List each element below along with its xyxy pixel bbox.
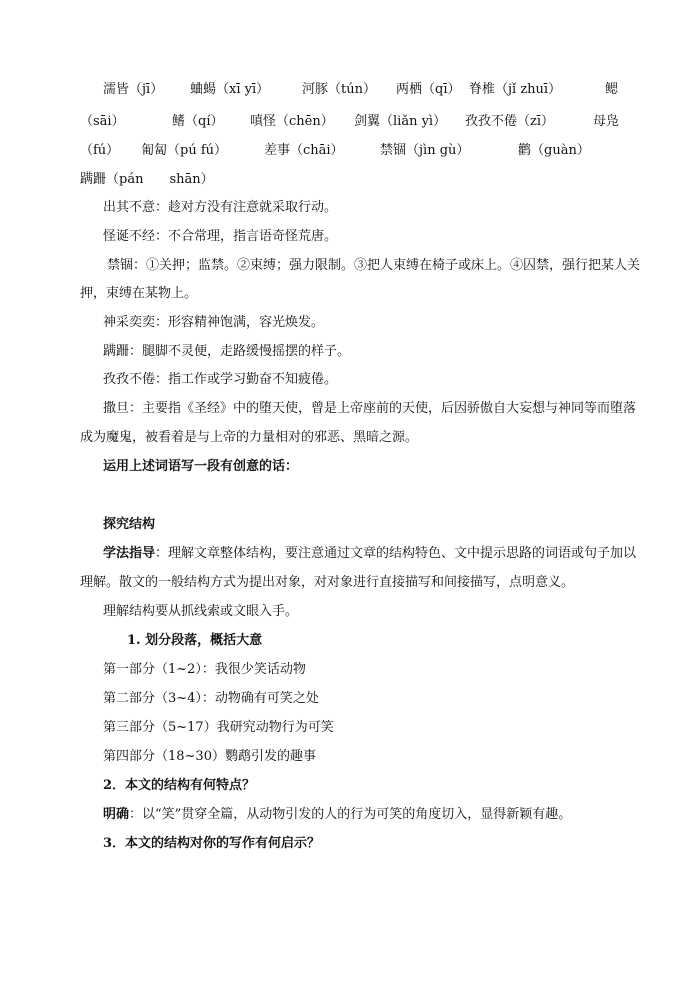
part-summary: 第二部分（3~4）：动物确有可笑之处 — [103, 691, 319, 706]
definition: 孜孜不倦：指工作或学习勤奋不知疲倦。 — [103, 372, 338, 387]
guide-note: 理解结构要从抓线索或文眼入手。 — [103, 604, 299, 619]
vocab-item: 嗔怪（chēn） — [250, 114, 334, 129]
vocab-item: 濡皆（jī） — [103, 82, 164, 97]
guide-label: 学法指导 — [103, 546, 156, 561]
part-summary: 第三部分（5~17）我研究动物行为可笑 — [103, 720, 334, 735]
definition: 蹒跚：腿脚不灵便，走路缓慢摇摆的样子。 — [103, 344, 351, 359]
definition: 怪诞不经：不合常理，指言语奇怪荒唐。 — [103, 229, 338, 244]
definition-continuation: 押，束缚在某物上。 — [80, 286, 198, 301]
question-3: 3．本文的结构对你的写作有何启示？ — [103, 836, 321, 851]
definition: 神采奕奕：形容精神饱满，容光焕发。 — [103, 315, 325, 330]
definition: 出其不意：趁对方没有注意就采取行动。 — [103, 200, 338, 215]
question-2: 2．本文的结构有何特点？ — [103, 778, 256, 793]
vocab-item: 匍匐（pú fú） — [141, 143, 228, 158]
writing-task: 运用上述词语写一段有创意的话： — [103, 459, 299, 474]
vocab-item: 两栖（qī） — [396, 82, 461, 97]
vocab-item: 鳃 — [605, 82, 619, 97]
part-summary: 第一部分（1~2）：我很少笑话动物 — [103, 662, 306, 677]
answer — [103, 805, 571, 825]
definition: 禁锢：①关押；监禁。②束缚；强力限制。③把人束缚在椅子或床上。④囚禁，强行把某人关 — [107, 258, 641, 273]
definition-continuation: 成为魔鬼，被看着是与上帝的力量相对的邪恶、黑暗之源。 — [80, 430, 419, 445]
vocab-item: 河豚（tún） — [302, 82, 376, 97]
vocab-item: 母凫 — [593, 114, 620, 129]
vocab-item: 鹳（guàn） — [518, 143, 590, 158]
vocab-item: 鳍（qí） — [172, 114, 224, 129]
question-1: 1. 划分段落，概括大意 — [127, 633, 263, 648]
study-guide — [103, 544, 636, 564]
guide-text: ：理解文章整体结构，要注意通过文章的结构特色、文中提示思路的词语或句子加以 — [155, 546, 637, 561]
part-summary: 第四部分（18~30）鹦鹉引发的趣事 — [103, 749, 316, 764]
vocab-item: 孜孜不倦（zī） — [465, 114, 555, 129]
vocab-item: 禁锢（jìn gù） — [380, 143, 470, 158]
definition: 撒旦：主要指《圣经》中的堕天使，曾是上帝座前的天使，后因骄傲自大妄想与神同等而堕落 — [103, 401, 637, 416]
vocab-item: 剑翼（liǎn yì） — [354, 114, 447, 129]
answer-label: 明确 — [103, 807, 130, 822]
vocab-item: （fú） — [80, 143, 120, 158]
guide-continuation: 理解。散文的一般结构方式为提出对象，对对象进行直接描写和间接描写，点明意义。 — [80, 575, 575, 590]
answer-text: ：以“笑”贯穿全篇，从动物引发的人的行为可笑的角度切入，显得新颖有趣。 — [129, 807, 572, 822]
vocab-item: 脊椎（jǐ zhuī） — [469, 82, 562, 97]
section-title: 探究结构 — [103, 517, 156, 532]
vocab-item: 蛐蝪（xī yī） — [190, 82, 270, 97]
vocab-item: （sāi） — [80, 114, 125, 129]
vocab-row-4: 蹒跚（pán shān） — [80, 172, 214, 187]
vocab-item: 差事（chāi） — [264, 143, 344, 158]
